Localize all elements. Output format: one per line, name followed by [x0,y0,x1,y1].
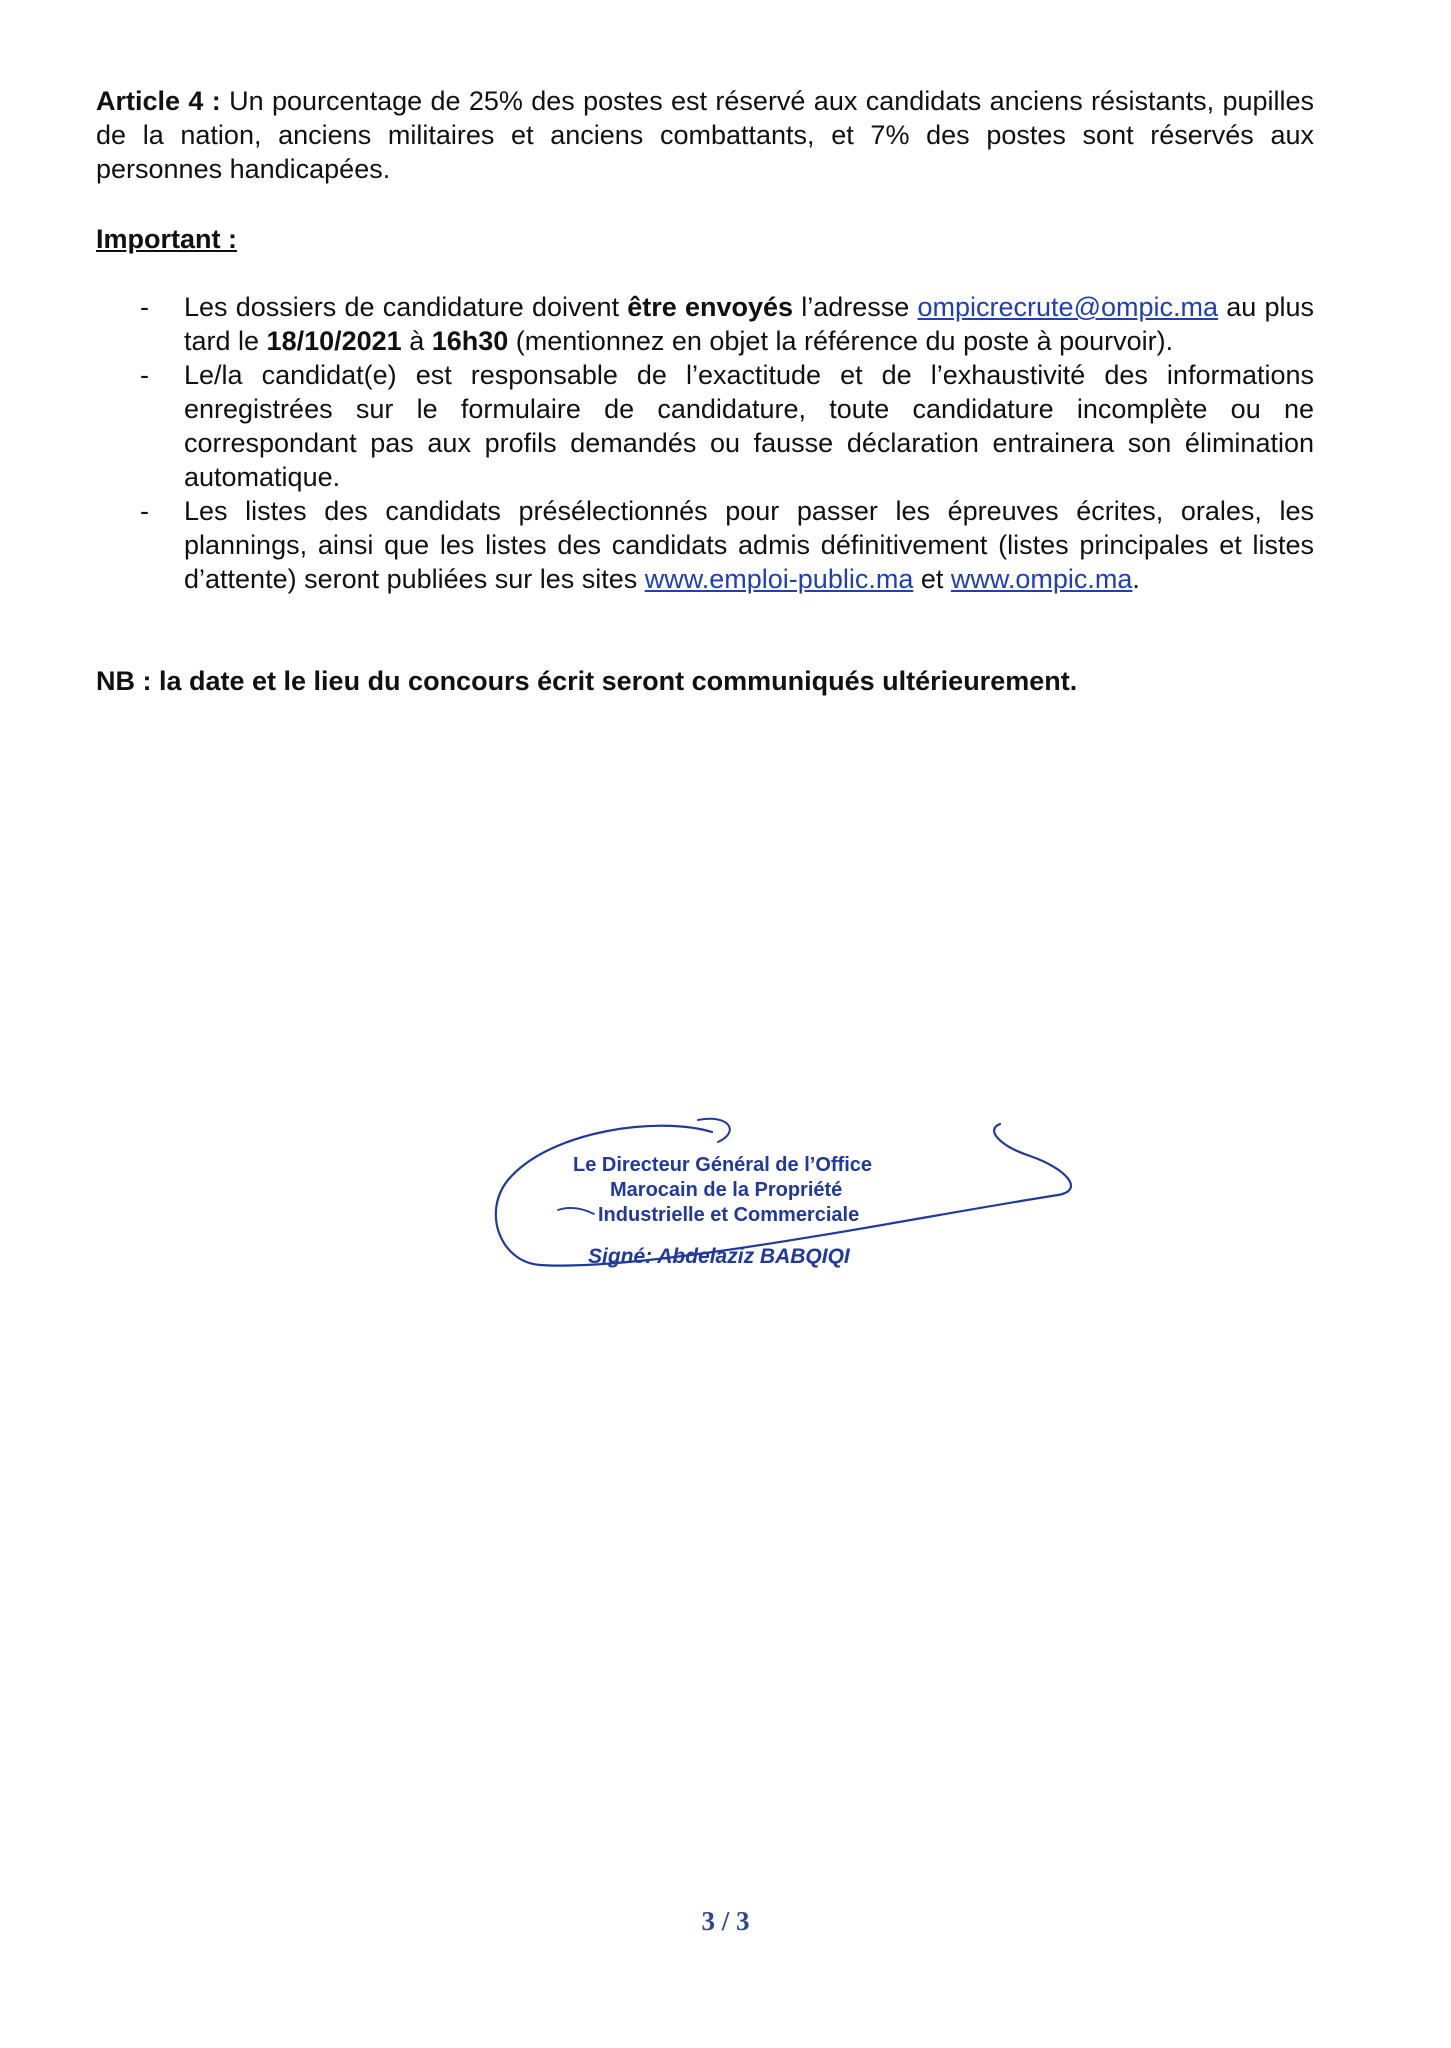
item-text: et [913,564,951,594]
signature-line-2: Marocain de la Propriété [610,1179,843,1201]
ompic-link[interactable]: www.ompic.ma [950,564,1133,594]
item-text: au plus tard le [184,292,1314,356]
important-heading: Important : [96,224,237,254]
item-text: l’adresse [793,292,918,322]
signature-line-1: Le Directeur Général de l’Office [573,1154,872,1176]
article-4-label: Article 4 : [96,86,221,116]
signature-line-3: Industrielle et Commerciale [598,1204,860,1226]
deadline-date: 18/10/2021 [266,326,402,356]
signature-line-4: Signé: Abdelaziz BABQIQI [588,1245,850,1268]
article-4-text: Un pourcentage de 25% des postes est réservé aux candidats anciens résistants, pupilles de la nation, anciens militaires et anciens combattants, et 7% des postes sont réservés aux personnes handicapées. [96,86,1315,184]
list-item-responsibility [96,358,1314,494]
nb-note: NB : la date et le lieu du concours écrit seront communiqués ultérieurement. [96,666,1078,696]
bullet-dash: - [140,496,149,526]
article-4-paragraph [96,84,1314,186]
list-item-submission [96,290,1314,358]
important-list [96,290,1314,596]
item-emphasis: être envoyés [627,292,794,322]
bullet-dash: - [140,292,149,322]
email-link[interactable]: ompicrecrute@ompic.ma [917,292,1219,322]
item-text: (mentionnez en objet la référence du poste à pourvoir). [508,326,1174,356]
item-text: Les listes des candidats présélectionnés pour passer les épreuves écrites, orales, les plannings, ainsi que les listes des candidats admis définitivement (listes principales et listes d’attente) seront publiées sur les sites [184,496,1314,594]
item-text: . [1132,564,1140,594]
signature-block [490,1110,1080,1280]
deadline-time: 16h30 [431,326,509,356]
item-text: Les dossiers de candidature doivent [184,292,628,322]
item-text: à [401,326,432,356]
list-item-publication [96,494,1314,596]
page-number: 3 / 3 [701,1906,750,1936]
item-text: Le/la candidat(e) est responsable de l’exactitude et de l’exhaustivité des informations enregistrées sur le formulaire de candidature, toute candidature incomplète ou ne correspondant pas aux profils demandés ou fausse déclaration entrainera son élimination automatique. [184,360,1314,492]
emploi-public-link[interactable]: www.emploi-public.ma [644,564,914,594]
bullet-dash: - [140,360,149,390]
